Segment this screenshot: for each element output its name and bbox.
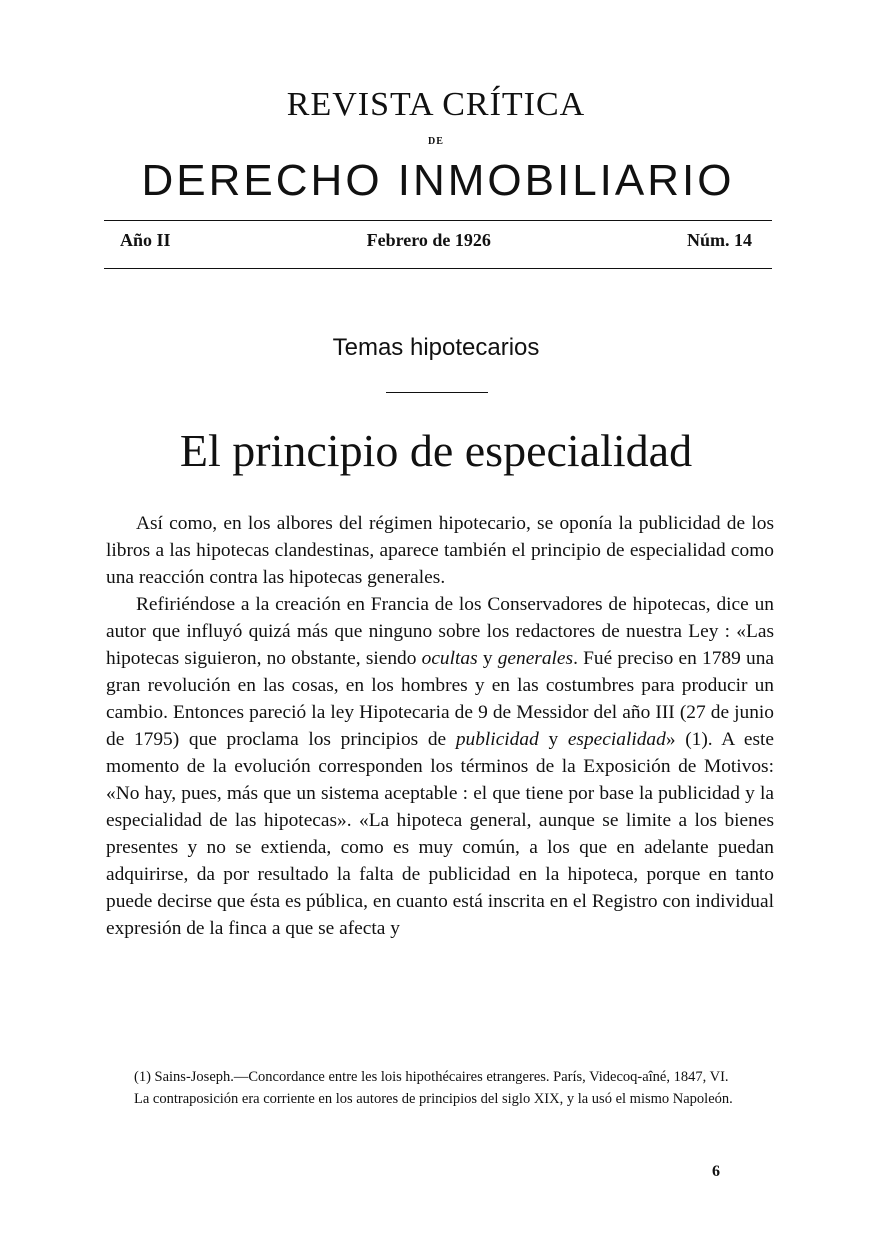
footnotes — [106, 1066, 774, 1110]
emphasis-publicidad: publicidad — [455, 729, 539, 750]
journal-title: REVISTA CRÍTICA — [286, 86, 586, 123]
issue-year: Año II — [120, 230, 171, 250]
header-rule-top — [104, 220, 772, 221]
header-rule-bottom — [104, 268, 772, 269]
footnote-1-continuation: La contraposición era corriente en los autores de principios del siglo XIX, y la usó el mismo Napoleón. — [134, 1091, 733, 1107]
footnote-1: (1) Sains-Joseph.—Concordance entre les lois hipothécaires etrangeres. París, Videcoq-aîné, 1847, VI. — [134, 1069, 729, 1085]
article-title: El principio de especialidad — [179, 425, 693, 476]
section-title: Temas hipotecarios — [332, 334, 540, 361]
journal-subtitle: DERECHO INMOBILIARIO — [141, 156, 735, 205]
page-number: 6 — [712, 1163, 720, 1180]
emphasis-especialidad: especialidad — [567, 729, 666, 750]
emphasis-ocultas: ocultas — [421, 648, 478, 669]
journal-title-connector: DE — [428, 136, 444, 147]
section-divider — [386, 392, 488, 393]
article-body — [106, 510, 774, 942]
paragraph-2: Refiriéndose a la creación en Francia de los Conservadores de hipotecas, dice un autor que influyó quizá más que ninguno sobre los redactores de nuestra Ley : «Las hipotecas siguieron, no obstante, siendo ocultas y generales. Fué preciso en 1789 una gran revolución en las cosas, en los hombres y en las costumbres para producir un cambio. Entonces pareció la ley Hipotecaria de 9 de Messidor del año III (27 de junio de 1795) que proclama los principios de publicidad y especialidad» (1). A este momento de la evolución corresponden los términos de la Exposición de Motivos: «No hay, pues, más que un sistema aceptable : el que tiene por base la publicidad y la especialidad de las hipotecas». «La hipoteca general, aunque se limite a los bienes presentes y no se extienda, como es muy común, a los que en adelante puedan adquirirse, da por resultado la falta de publicidad en la hipoteca, porque en tanto puede decirse que ésta es pública, en cuanto está inscrita en el Registro con individual expresión de la finca a que se afecta y — [106, 594, 775, 939]
paragraph-1: Así como, en los albores del régimen hipotecario, se oponía la publicidad de los libros a las hipotecas clandestinas, aparece también el principio de especialidad como una reacción contra las hipotecas generales. — [106, 513, 774, 588]
issue-number: Núm. 14 — [686, 230, 752, 250]
issue-date: Febrero de 1926 — [366, 230, 491, 250]
issue-line — [120, 230, 752, 251]
emphasis-generales: generales — [497, 648, 574, 669]
